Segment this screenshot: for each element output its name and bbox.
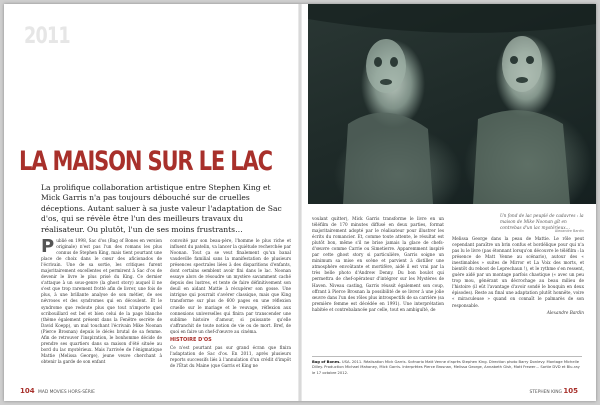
page-number: 104	[20, 387, 35, 395]
page-gutter	[298, 4, 302, 401]
magazine-spread	[4, 4, 596, 401]
film-credits	[312, 356, 582, 376]
photo-credit: Alexandre Bardin	[554, 229, 584, 233]
corpses-illustration	[308, 4, 596, 204]
right-column-2	[452, 216, 584, 317]
credits-text: USA. 2011. Réalisation Mick Garris. Scénario Matt Venne d'après Stephen King. Direction photo Barry Donlevy. Montage Michelle Dilley. Production Michael Mahoney, Mick Garris. Interprètes Pierce Brosnan, Melissa George, Annabeth Gish, Matt Frewer… Sortie DVD et Blu-ray le 17 octobre 2012.	[312, 360, 580, 375]
body-paragraph: voulant quitter), Mick Garris transforme le livre en un téléfilm de 170 minutes diffusé en deux parties, format majoritairement adopté par le réalisateur pour illustrer les écrits du romancier. Et, comme toute attente, le résultat est plutôt bon, même s'il ne brise jamais la glace de chefs-d'œuvre comme Carrie ou Simetierre. Apparemment inspiré par cette ghost story si particulière, Garris soigne un minimum sa mise en scène et parvient à distiller une atmosphère envoûtante et mortifère, aidé il est vrai par la très belle photo d'Andrew Denny. Du bon boulot qui permettra de chef-opérateur d'intégrer sur les Mystères de Haven. Niveau casting, Garris réussit également son coup, offrant à Pierce Brosnan la possibilité de se livrer à une jolie œuvre dans l'un des rôles plus introspectifs de sa carrière (sa première femme est décédée en 1991). Une interprétation habitée et contrebalancée par celle, tout en ambiguïté, de	[312, 216, 444, 312]
section-year: 2011	[24, 24, 70, 49]
article-headline: LA MAISON SUR LE LAC	[19, 146, 272, 177]
col1-text: ublié en 1998, Sac d'os (Bag of Bones en version originale) n'est pas l'un des romans les plus connus de Stephen King, mais tient pourtant une place de choix dans le cœur des aficionados de l'écrivain. Une de sa sortie, les critiques furent majoritairement excellentes et permirent à Sac d'os de devenir le livre le plus prisé du King. Ce dernier s'attaque à un sous-genre (la ghost story) auquel il ne s'est que trop rarement frotté afin de livrer, une fois de plus, à une brillante analyse de son métier, de ses névroses et des syndromes qui en découlent. Et le syndrome que redoute plus que tout n'importe quel scribouillard est bel et bien celui de la page blanche (thème également présent dans la Fenêtre secrète de David Koepp), un mal touchant l'écrivain Mike Noonan (Pierce Brosnan) depuis le décès brutal de sa femme. Afin de retrouver l'inspiration, le bonhomme décide de prendre ses quartiers dans sa maison d'été située au bord du lac mystérieux. Mais l'arrivée de l'énigmatique Mattie (Melissa George), jeune veuve cherchant à obtenir la garde de son enfant	[41, 238, 162, 364]
right-column-1	[312, 216, 444, 317]
right-footer	[529, 387, 580, 395]
section-name: STEPHEN KING	[529, 390, 562, 395]
left-footer	[20, 387, 95, 395]
left-body-columns	[41, 238, 291, 370]
body-paragraph: convoité par son beau-père, l'homme le plus riche et influent du patelin, va lancer la quiétude recherchée par Noonan. Tout ça se veut finalement qu'un banal vaudeville familial sans la manifestation de plusieurs présences spectrales liées à des disparitions d'enfants, dont certains semblent avoir fini dans le lac. Noonan essaye alors de résoudre un mystère savamment caché depuis des lustres, et tente de faire définitivement son deuil en aidant Mattie à récupérer son gosse. Une intrigue qui pourrait s'avérer classique, mais que King transforme sur plus de 600 pages en une réflexion cruelle sur le mariage et le veuvage, réflexion aux connexions universelles qui finira par transcender une sublime histoire d'amour, si puissante qu'elle s'affranchit de toute notion de vie ou de mort. Bref, de quoi en faire un chef-d'œuvre au cinéma.	[170, 238, 291, 334]
article-lead: La prolifique collaboration artistique entre Stephen King et Mick Garris n'a pas toujours débouché sur de cruelles déceptions. Autant saluer à sa juste valeur l'adaptation de Sac d'os, qui se révèle être l'un des meilleurs travaux du réalisateur. Ou plutôt, l'un de ses moins frustrants…	[41, 183, 282, 234]
dropcap: P	[41, 236, 55, 257]
body-paragraph: Melissa George dans la peau de Mattie. Le rôle peut cependant paraître un brin confus et bordélique pour qui n'a pas lu le livre (pas étonnant lorsqu'on découvre le téléfilm : la présence de Matt Venne au scénario), autour des « inestimables » suites de Mirror et La Voix des morts, et bientôt du reboot de Leprechaun !), et le rythme s'en ressent, guère aidé par un montage parfois chaotique (« avec un peu trop mou, générant un décrochage au beau milieu de l'histoire (il eût l'avantage d'avoir sondé le bouquin en deux épisodes). Reste au final une adaptation plutôt honnête, voire « miraculeuse » quand on connaît le palmarès de son responsable.	[452, 236, 584, 308]
left-column-1	[41, 238, 162, 370]
right-page	[300, 4, 596, 401]
credits-title: Bag of Bones.	[312, 360, 341, 364]
body-paragraph: Ce n'est pourtant pas sur grand écran que finira l'adaptation de Sac d'os. En 2011, après plusieurs reports successifs liés à l'annulation d'un crédit d'impôt de l'État du Maine (que Garris et King ne	[170, 344, 291, 368]
right-body-columns	[312, 216, 584, 317]
author-signature: Alexandre Bardin	[546, 309, 584, 315]
page-number: 105	[563, 387, 578, 395]
movie-still-photo	[308, 4, 596, 204]
magazine-name: MAD MOVIES HORS-SÉRIE	[38, 390, 95, 395]
body-paragraph	[41, 238, 162, 365]
left-page	[4, 4, 300, 401]
photo-caption: Un fond de lac peuplé de cadavres : la maison de Mike Noonan gît en contrebas d'un lac mystérieux…	[500, 214, 584, 231]
section-subhead: HISTOIRE D'OS	[170, 336, 212, 343]
left-column-2	[170, 238, 291, 370]
